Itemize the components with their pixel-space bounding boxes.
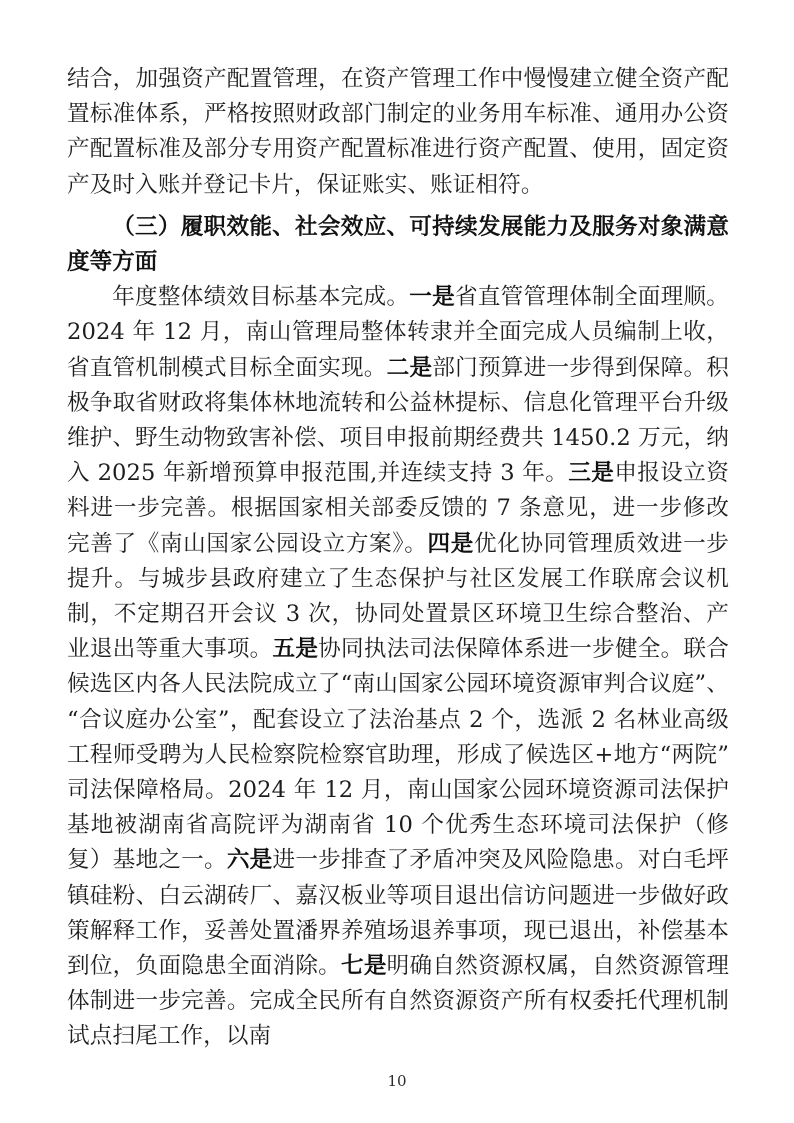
item-marker-7: 七是 [341, 953, 387, 980]
item-marker-4: 四是 [427, 530, 474, 557]
item-marker-1: 一是 [409, 284, 455, 311]
paragraph-continued: 结合，加强资产配置管理，在资产管理工作中慢慢建立健全资产配置标准体系，严格按照财政部门制定的业务用车标准、通用办公资产配置标准及部分专用资产配置标准进行资产配置、使用，固定资产及时入账并登记卡片，保证账实、账证相符。 [67, 66, 729, 198]
section-heading: （三）履职效能、社会效应、可持续发展能力及服务对象满意度等方面 [67, 213, 729, 276]
page-content [67, 62, 729, 1055]
body-lead: 年度整体绩效目标基本完成。 [112, 284, 410, 311]
item-marker-3: 三是 [568, 460, 615, 487]
item-text-7: 明确自然资源权属，自然资源管理体制进一步完善。完成全民所有自然资源资产所有权委托代理机制试点扫尾工作，以南 [67, 953, 730, 1050]
item-text-5: 协同执法司法保障体系进一步健全。联合候选区内各人民法院成立了“南山国家公园环境资源审判合议庭”、“合议庭办公室”，配套设立了法治基点 2 个，选派 2 名林业高级工程师受聘为人民检察院检察官助理，形成了候选区+地方“两院”司法保障格局。2024 年 12 月，南山国家公园环境资源司法保护基地被湖南省高院评为湖南省 10 个优秀生态环境司法保护（修复）基地之一。 [67, 636, 729, 874]
item-marker-6: 六是 [226, 847, 273, 874]
page-footer [0, 1072, 794, 1090]
item-text-6: 进一步排查了矛盾冲突及风险隐患。对白毛坪镇硅粉、白云湖砖厂、嘉汉板业等项目退出信访问题进一步做好政策解释工作，妥善处置潘界养殖场退养事项，现已退出，补偿基本到位，负面隐患全面消除。 [67, 847, 730, 980]
body-paragraph [67, 280, 729, 1054]
item-text-4: 优化协同管理质效进一步提升。与城步县政府建立了生态保护与社区发展工作联席会议机制，不定期召开会议 3 次，协同处置景区环境卫生综合整治、产业退出等重大事项。 [67, 530, 729, 663]
page-number: 10 [387, 1072, 407, 1090]
item-marker-5: 五是 [272, 636, 319, 663]
item-text-3: 申报设立资料进一步完善。根据国家相关部委反馈的 7 条意见，进一步修改完善了《南山国家公园设立方案》。 [67, 460, 730, 557]
paragraph-spacer [67, 203, 729, 210]
item-marker-2: 二是 [386, 354, 433, 381]
item-text-2: 部门预算进一步得到保障。积极争取省财政将集体林地流转和公益林提标、信息化管理平台升级维护、野生动物致害补偿、项目申报前期经费共 1450.2 万元，纳入 2025 年新增预算申报范围,并连续支持 3 年。 [67, 354, 730, 487]
item-text-1: 省直管管理体制全面理顺。2024 年 12 月，南山管理局整体转隶并全面完成人员编制上收，省直管机制模式目标全面实现。 [67, 284, 729, 381]
